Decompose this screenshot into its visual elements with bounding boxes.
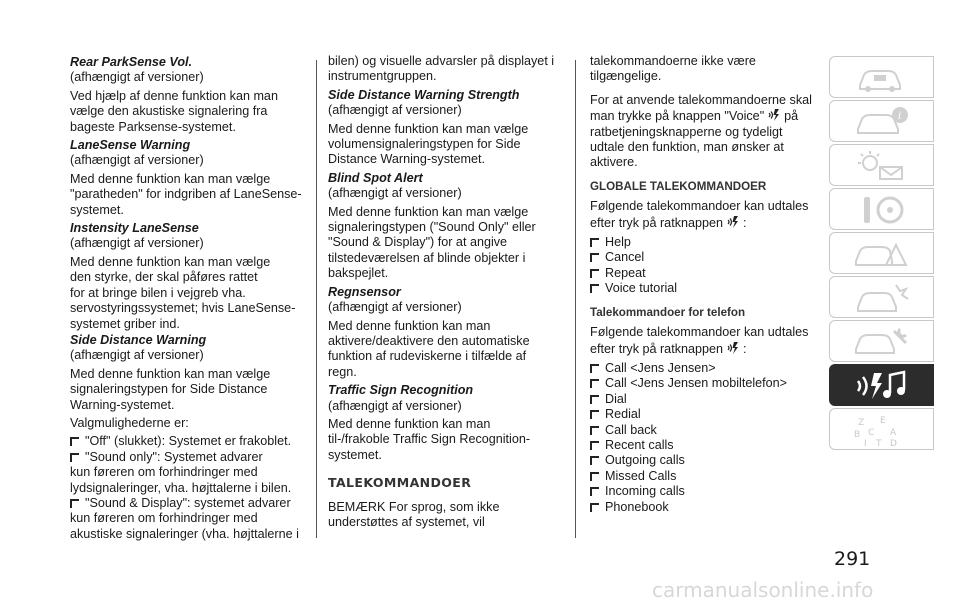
text-line: akustiske signaleringer (vha. højttalerne i <box>70 526 299 541</box>
svg-text:B: B <box>854 430 861 440</box>
text-line: til-/frakoble Traffic Sign Recognition- <box>328 432 531 447</box>
lights-message-icon <box>850 149 910 183</box>
tab-car-dashboard[interactable] <box>829 56 934 98</box>
page-number: 291 <box>834 548 871 570</box>
text-line: for at bringe bilen i vejgreb vha. <box>70 285 246 300</box>
svg-text:C: C <box>868 428 875 438</box>
bullet-icon <box>590 487 602 496</box>
voice-button-icon <box>726 341 740 355</box>
text-line: servostyringssystemet; hvis LaneSense- <box>70 301 296 316</box>
bullet-icon <box>590 441 602 450</box>
text-line: aktivere/deaktivere den automatiske <box>328 333 530 348</box>
car-info-icon <box>850 105 910 139</box>
tab-car-warning[interactable] <box>829 232 934 274</box>
text-line: aktivere. <box>590 155 638 170</box>
text-line: lydsignaleringer, vha. højttalerne i bilen. <box>70 480 292 495</box>
text-line: Med denne funktion kan man vælge <box>328 121 529 136</box>
list-item: Call <Jens Jensen mobiltelefon> <box>590 376 812 391</box>
svg-text:E: E <box>880 416 886 426</box>
tab-car-crash[interactable] <box>829 276 934 318</box>
bullet-icon <box>590 472 602 481</box>
version-note: (afhængigt af versioner) <box>328 103 462 118</box>
bullet-icon <box>590 253 602 262</box>
text-line: systemet. <box>328 447 382 462</box>
version-note: (afhængigt af versioner) <box>70 70 204 85</box>
text-line: BEMÆRK For sprog, som ikke <box>328 499 500 514</box>
text-line: Med denne funktion kan man vælge <box>70 254 271 269</box>
text-line: systemet. <box>70 202 124 217</box>
column-2 <box>328 54 564 530</box>
svg-text:A: A <box>890 428 897 438</box>
text-line: understøttes af systemet, vil <box>328 514 485 529</box>
bullet-icon <box>590 410 602 419</box>
alphabet-index-icon <box>850 413 910 447</box>
text-line: bageste Parksense-systemet. <box>70 119 236 134</box>
list-item: "Sound & Display": systemet advarer <box>70 496 302 511</box>
text-line: For at anvende talekommandoerne skal <box>590 92 812 107</box>
heading-side-distance-warning: Side Distance Warning <box>70 332 207 347</box>
text-line: Med denne funktion kan man <box>328 416 491 431</box>
text-line: Distance Warning-systemet. <box>328 152 486 167</box>
bullet-icon <box>590 426 602 435</box>
heading-globale-talekommandoer: GLOBALE TALEKOMMANDOER <box>590 179 767 193</box>
text-line: tilstedeværelsen af blinde objekter i <box>328 250 526 265</box>
list-item: "Off" (slukket): Systemet er frakoblet. <box>70 434 302 449</box>
voice-button-icon <box>767 108 781 122</box>
bullet-icon <box>590 395 602 404</box>
text-line: kun føreren om forhindringer med <box>70 511 258 526</box>
svg-text:i: i <box>898 111 902 122</box>
text-line: signaleringstypen ("Sound Only" eller <box>328 220 536 235</box>
text-line: funktion af rudeviskerne i tilfælde af <box>328 349 527 364</box>
list-item: Call <Jens Jensen> <box>590 361 812 376</box>
text-line: Med denne funktion kan man <box>328 318 491 333</box>
tab-car-wrench[interactable] <box>829 320 934 362</box>
heading-rear-parksense: Rear ParkSense Vol. <box>70 55 193 69</box>
list-item: Voice tutorial <box>590 281 812 296</box>
text-line: regn. <box>328 364 357 379</box>
heading-traffic-sign-recognition: Traffic Sign Recognition <box>328 383 474 398</box>
text-line: man trykke på knappen "Voice" på <box>590 109 799 124</box>
list-item: Missed Calls <box>590 469 812 484</box>
text-line: udtale den funktion, man ønsker at <box>590 140 784 155</box>
text-line: Warning-systemet. <box>70 397 175 412</box>
list-item: Help <box>590 235 812 250</box>
text-line: Ved hjælp af denne funktion kan man <box>70 88 278 103</box>
text-line: Med denne funktion kan man vælge <box>70 366 271 381</box>
text-line: "Sound & Display") for at angive <box>328 235 508 250</box>
section-title-talekommandoer: TALEKOMMANDOER <box>328 475 472 491</box>
version-note: (afhængigt af versioner) <box>70 348 204 363</box>
text-line: Med denne funktion kan man vælge <box>70 171 271 186</box>
list-item: Outgoing calls <box>590 453 812 468</box>
text-line: systemet griber ind. <box>70 316 180 331</box>
list-item: Phonebook <box>590 500 812 515</box>
text-line: signaleringstypen for Side Distance <box>70 382 268 397</box>
version-note: (afhængigt af versioner) <box>70 236 204 251</box>
list-item: Call back <box>590 423 812 438</box>
watermark: carmanualsonline.info <box>652 578 874 602</box>
heading-regnsensor: Regnsensor <box>328 284 401 299</box>
text-line: Følgende talekommandoer kan udtales <box>590 199 809 214</box>
bullet-icon <box>590 238 602 247</box>
list-item: Recent calls <box>590 438 812 453</box>
text-line: bakspejlet. <box>328 266 389 281</box>
text-line: instrumentgruppen. <box>328 69 437 84</box>
text-line: efter tryk på ratknappen : <box>590 215 747 230</box>
car-warning-icon <box>850 237 910 271</box>
version-note: (afhængigt af versioner) <box>328 300 462 315</box>
bullet-icon <box>70 499 82 508</box>
voice-music-icon <box>850 369 910 403</box>
svg-text:T: T <box>876 439 882 447</box>
text-line: bilen) og visuelle advarsler på displayet i <box>328 54 555 68</box>
column-1 <box>70 54 302 542</box>
text-line: talekommandoerne ikke være <box>590 54 756 68</box>
heading-side-distance-warning-strength: Side Distance Warning Strength <box>328 87 520 102</box>
text-line: den styrke, der skal påføres rattet <box>70 270 258 285</box>
list-item: Dial <box>590 392 812 407</box>
column-divider <box>316 60 317 538</box>
column-divider <box>575 60 576 538</box>
bullet-icon <box>590 364 602 373</box>
text-line: kun føreren om forhindringer med <box>70 465 258 480</box>
svg-text:D: D <box>890 439 897 447</box>
bullet-icon <box>590 269 602 278</box>
text-line: volumensignaleringstypen for Side <box>328 137 521 152</box>
text-line: efter tryk på ratknappen : <box>590 341 747 356</box>
voice-button-icon <box>726 215 740 229</box>
chapter-tabs <box>829 56 934 452</box>
steering-tools-icon <box>850 193 910 227</box>
heading-blind-spot-alert: Blind Spot Alert <box>328 170 423 185</box>
car-crash-icon <box>850 281 910 315</box>
list-item: Cancel <box>590 250 812 265</box>
heading-telefon-talekommandoer: Talekommandoer for telefon <box>590 305 746 319</box>
tab-alphabet-index[interactable] <box>829 408 934 450</box>
heading-lanesense-warning: LaneSense Warning <box>70 138 191 153</box>
version-note: (afhængigt af versioner) <box>328 398 462 413</box>
list-item: Incoming calls <box>590 484 812 499</box>
heading-intensity-lanesense: Instensity LaneSense <box>70 221 199 236</box>
text-line: Følgende talekommandoer kan udtales <box>590 325 809 340</box>
text-line: vælge den akustiske signalering fra <box>70 104 268 119</box>
bullet-icon <box>590 456 602 465</box>
tab-car-info[interactable] <box>829 100 934 142</box>
version-note: (afhængigt af versioner) <box>70 153 204 168</box>
svg-text:Z: Z <box>858 418 865 428</box>
bullet-icon <box>590 284 602 293</box>
options-intro: Valgmulighederne er: <box>70 415 189 430</box>
tab-voice-music[interactable] <box>829 364 934 406</box>
car-wrench-icon <box>850 325 910 359</box>
list-item: "Sound only": Systemet advarer <box>70 450 302 465</box>
version-note: (afhængigt af versioner) <box>328 186 462 201</box>
car-dashboard-icon <box>850 61 910 95</box>
text-line: "paratheden" for indgriben af LaneSense- <box>70 187 302 202</box>
bullet-icon <box>590 503 602 512</box>
svg-text:I: I <box>864 439 867 447</box>
text-line: ratbetjeningsknapperne og tydeligt <box>590 124 783 139</box>
bullet-icon <box>70 437 82 446</box>
text-line: Med denne funktion kan man vælge <box>328 204 529 219</box>
column-3 <box>590 54 812 515</box>
tab-steering-tools[interactable] <box>829 188 934 230</box>
tab-lights-message[interactable] <box>829 144 934 186</box>
list-item: Repeat <box>590 266 812 281</box>
text-line: tilgængelige. <box>590 69 662 84</box>
bullet-icon <box>70 453 82 462</box>
list-item: Redial <box>590 407 812 422</box>
bullet-icon <box>590 379 602 388</box>
